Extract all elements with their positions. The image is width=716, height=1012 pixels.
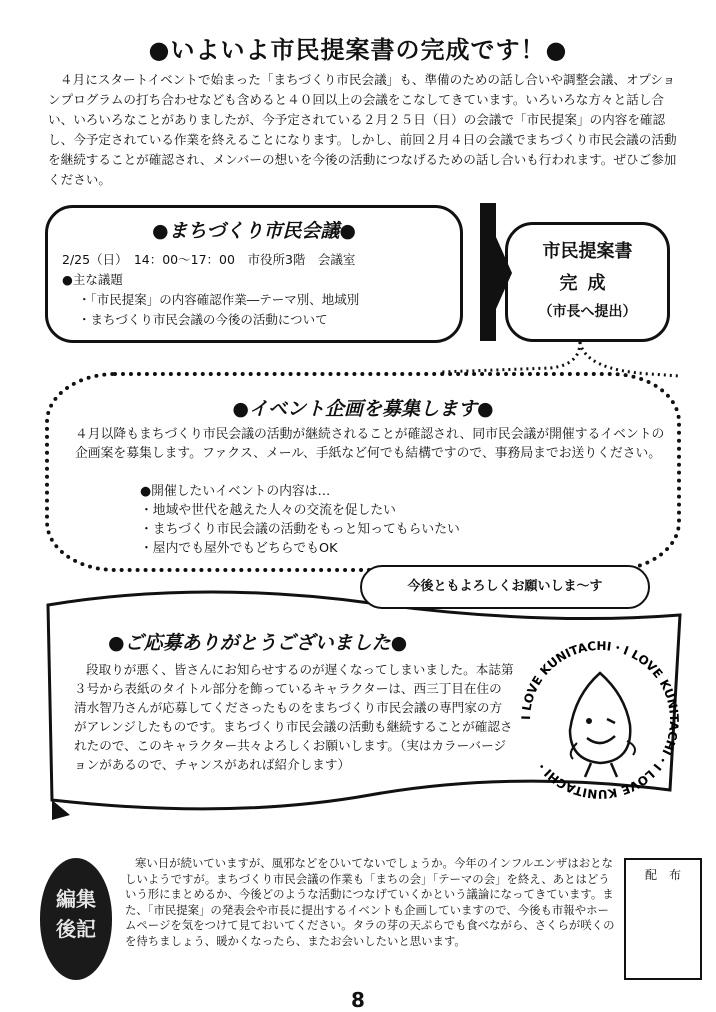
result-title: 市民提案書 xyxy=(542,241,633,262)
event-description: ４月以降もまちづくり市民会議の活動が継続されることが確認され、同市民会議が開催するイベントの企画案を募集します。ファクス、メール、手紙など何でも結構ですので、事務局までお送りください。 xyxy=(75,427,665,461)
event-list-heading: ●開催したいイベントの内容は… xyxy=(140,484,331,499)
meeting-details xyxy=(62,250,452,330)
mascot-leaf-icon xyxy=(570,673,635,777)
page-number: 8 xyxy=(351,988,365,1012)
editor-badge-label: 編集 後記 xyxy=(56,887,96,941)
mascot-logo xyxy=(515,635,685,805)
agenda-heading: ●主な議題 xyxy=(62,272,123,287)
event-title: ●イベント企画を募集します● xyxy=(232,398,494,420)
meeting-title: ●まちづくり市民会議● xyxy=(152,220,356,242)
thanks-title: ●ご応募ありがとうございました● xyxy=(108,632,408,654)
event-list-item: ・屋内でも屋外でもどちらでもOK xyxy=(140,541,338,556)
event-list-item: ・地域や世代を越えた人々の交流を促したい xyxy=(140,503,396,518)
event-list xyxy=(140,482,460,558)
cloud-bubble: 今後ともよろしくお願いしま～す xyxy=(360,565,650,609)
thanks-paragraph: 段取りが悪く、皆さんにお知らせするのが遅くなってしまいました。本誌第３号から表紙のタイトル部分を飾っているキャラクターは、西三丁目在住の清水智乃さんが応募してくださったものをまちづくり市民会議の専門家の方がアレンジしたものです。まちづくり市民会議の活動も継続することが確認されたので、このキャラクター共々よろしくお願いします。（実はカラーバージョンがあるので、チャンスがあれば紹介します） xyxy=(74,662,514,772)
arrow-bar xyxy=(480,203,496,341)
editor-notes: 寒い日が続いていますが、風邪などをひいてないでしょうか。今年のインフルエンザはおとなしいようですが。まちづくり市民会議の作業も「まちの会」「テーマの会」を終え、あとはどういう形にまとめるか、今後どのような活動につなげていくかという議論になってきています。また、「市民提案」の発表会や市長に提出するイベントも企画していますので、今後も市報やホームページを気をつけて見ておいてください。タラの芽の天ぷらでも食べながら、さくらが咲くのを待ちましょう、暖かくなったら、またお会いしたいと思います。 xyxy=(125,856,615,948)
result-note: （市長へ提出） xyxy=(538,304,637,320)
agenda-item: ・まちづくり市民会議の今後の活動について xyxy=(78,312,328,327)
event-list-item: ・まちづくり市民会議の活動をもっと知ってもらいたい xyxy=(140,522,460,537)
intro-paragraph: ４月にスタートイベントで始まった「まちづくり市民会議」も、準備のための話し合いや調整会議、オプションプログラムの打ち合わせなども含めると４０回以上の会議をこなしてきています。いろいろな方々と話し合い、いろいろなことがありましたが、今予定されている２月２５日（日）の会議で「市民提案」の内容を確認し、今予定されている作業を終えることになります。しかし、前回２月４日の会議でまちづくり市民会議の活動を継続することが確認され、メンバーの想いを今後の活動につなげるための話し合いも行われます。ぜひご参加ください。 xyxy=(48,72,677,187)
meeting-schedule: 2/25（日） 14：00～17：00 市役所3階 会議室 xyxy=(62,252,356,267)
result-box xyxy=(505,222,670,342)
page-title: ●いよいよ市民提案書の完成です！● xyxy=(148,36,568,64)
mascot-ring-text: I LOVE KUNITACHI・I LOVE KUNITACHI・I LOVE KUNITACHI・ xyxy=(518,638,682,802)
agenda-item: ・「市民提案」の内容確認作業―テーマ別、地域別 xyxy=(78,292,360,307)
result-status: 完成 xyxy=(559,273,616,294)
distribution-label: 配 布 xyxy=(644,868,681,882)
